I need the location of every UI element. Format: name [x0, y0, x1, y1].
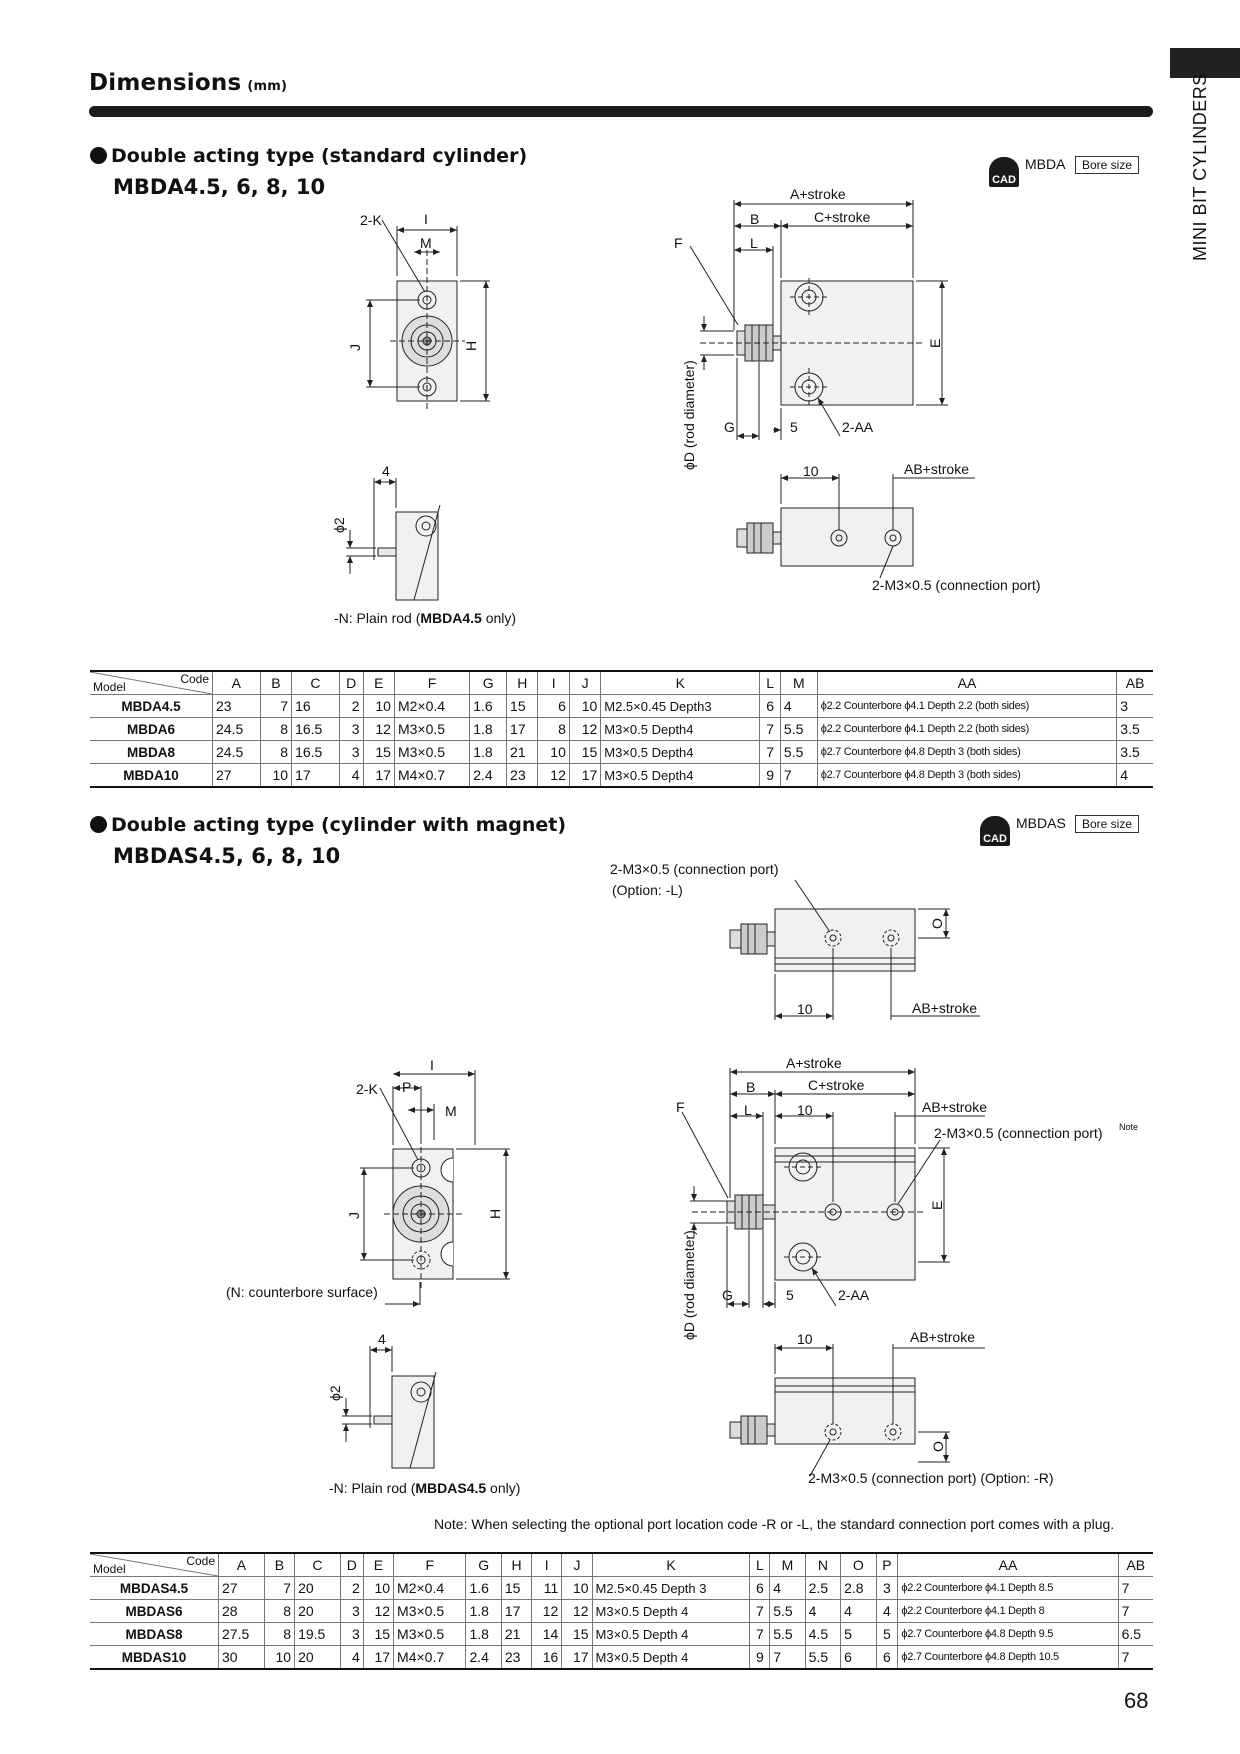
col-g: G — [466, 1553, 501, 1577]
label-2k: 2-K — [356, 1081, 378, 1097]
unit-label: (mm) — [247, 79, 288, 94]
label-5: 5 — [790, 419, 798, 435]
label-o-bottom: O — [930, 1441, 946, 1452]
col-h: H — [507, 671, 538, 695]
col-l: L — [760, 671, 781, 695]
label-phi2: ϕ2 — [327, 1385, 343, 1401]
col-h: H — [501, 1553, 531, 1577]
dimension-table-2 — [90, 1552, 1153, 1670]
plain-rod-note-2: -N: Plain rod (MBDAS4.5 only) — [329, 1480, 521, 1496]
col-m: M — [780, 671, 817, 695]
bore-size-button[interactable]: Bore size — [1075, 156, 1139, 174]
side-tab-label: MINI BIT CYLINDERS — [1190, 73, 1210, 261]
label-o-top: O — [929, 918, 945, 929]
bullet-icon — [90, 816, 107, 833]
label-c-stroke: C+stroke — [814, 209, 871, 225]
label-phi2: ϕ2 — [331, 517, 347, 533]
col-l: L — [750, 1553, 770, 1577]
label-ab-stroke-top: AB+stroke — [912, 1000, 977, 1016]
option-note: Note: When selecting the optional port location code -R or -L, the standard connection port comes with a plug. — [434, 1516, 1115, 1532]
label-ab-stroke-bottom: AB+stroke — [910, 1329, 975, 1345]
col-i: I — [532, 1553, 562, 1577]
col-j: J — [562, 1553, 592, 1577]
label-a-stroke: A+stroke — [790, 186, 846, 202]
table-row: MBDAS4.5 27 7 20 2 10 M2×0.4 1.6 15 11 10 M2.5×0.45 Depth 3 6 4 2.5 2.8 3 ϕ2.2 Counterbore ϕ4.1 Depth 8.5 7 — [90, 1577, 1153, 1600]
table-row: MBDA4.5 23 7 16 2 10 M2×0.4 1.6 15 6 10 M2.5×0.45 Depth3 6 4 ϕ2.2 Counterbore ϕ4.1 Depth 2.2 (both sides) 3 — [90, 695, 1153, 718]
label-m: M — [420, 235, 432, 251]
label-i: I — [430, 1057, 434, 1073]
label-l: L — [750, 235, 758, 251]
label-note-sup: Note — [1119, 1122, 1139, 1132]
col-a: A — [213, 671, 261, 695]
label-port-r: 2-M3×0.5 (connection port) (Option: -R) — [808, 1470, 1054, 1486]
col-c: C — [295, 1553, 341, 1577]
label-port: 2-M3×0.5 (connection port) — [872, 577, 1041, 593]
cad-model-label: MBDA — [1025, 156, 1066, 172]
label-b: B — [746, 1079, 756, 1095]
label-counterbore: (N: counterbore surface) — [226, 1284, 378, 1300]
col-b: B — [260, 671, 291, 695]
col-ab: AB — [1118, 1553, 1153, 1577]
col-e: E — [363, 671, 394, 695]
label-g: G — [722, 1287, 733, 1303]
col-e: E — [363, 1553, 393, 1577]
label-m: M — [445, 1103, 457, 1119]
col-i: I — [538, 671, 569, 695]
label-j: J — [347, 344, 363, 351]
section1-title: Double acting type (standard cylinder) — [90, 145, 527, 167]
col-ab: AB — [1117, 671, 1153, 695]
cad-icon[interactable]: CAD — [980, 816, 1010, 846]
table-corner: Code Model — [90, 1553, 219, 1577]
label-e: E — [929, 1200, 945, 1210]
label-rod: ϕD (rod diameter) — [681, 1230, 697, 1340]
col-f: F — [394, 671, 469, 695]
label-option-l: (Option: -L) — [612, 882, 683, 898]
label-j: J — [346, 1212, 362, 1219]
label-i: I — [424, 211, 428, 227]
label-2k: 2-K — [360, 212, 382, 228]
page-number: 68 — [1124, 1688, 1149, 1713]
col-m: M — [770, 1553, 805, 1577]
dimension-table-1 — [90, 670, 1153, 788]
col-k: K — [601, 671, 760, 695]
table-row: MBDAS8 27.5 8 19.5 3 15 M3×0.5 1.8 21 14 15 M3×0.5 Depth 4 7 5.5 4.5 5 5 ϕ2.7 Counterbore ϕ4.8 Depth 9.5 6.5 — [90, 1623, 1153, 1646]
label-4: 4 — [382, 463, 390, 479]
label-port-l: 2-M3×0.5 (connection port) — [610, 861, 779, 877]
col-d: D — [339, 671, 363, 695]
cad-icon[interactable]: CAD — [989, 157, 1019, 187]
label-port-note: 2-M3×0.5 (connection port) — [934, 1125, 1103, 1141]
label-h: H — [487, 1208, 503, 1219]
label-4: 4 — [378, 1331, 386, 1347]
label-ab-stroke: AB+stroke — [904, 461, 969, 477]
col-b: B — [264, 1553, 294, 1577]
col-c: C — [292, 671, 340, 695]
section1-models: MBDA4.5, 6, 8, 10 — [113, 175, 326, 199]
label-h: H — [463, 340, 479, 351]
label-p: P — [402, 1079, 412, 1095]
cad-model-label: MBDAS — [1016, 815, 1066, 831]
col-o: O — [841, 1553, 876, 1577]
page-title: Dimensions (mm) — [89, 70, 288, 96]
label-f: F — [674, 235, 683, 251]
label-e: E — [927, 338, 943, 348]
label-5: 5 — [786, 1287, 794, 1303]
col-k: K — [592, 1553, 750, 1577]
col-aa: AA — [898, 1553, 1118, 1577]
label-2aa: 2-AA — [842, 419, 874, 435]
table-corner: Code Model — [90, 671, 213, 695]
bore-size-button[interactable]: Bore size — [1075, 815, 1139, 833]
label-10-top: 10 — [797, 1001, 813, 1017]
col-a: A — [219, 1553, 265, 1577]
label-ab-stroke-side: AB+stroke — [922, 1099, 987, 1115]
section2-models: MBDAS4.5, 6, 8, 10 — [113, 844, 341, 868]
label-10: 10 — [803, 463, 819, 479]
label-10-side: 10 — [797, 1102, 813, 1118]
col-d: D — [340, 1553, 363, 1577]
label-rod: ϕD (rod diameter) — [681, 360, 697, 470]
table-row: MBDAS6 28 8 20 3 12 M3×0.5 1.8 17 12 12 M3×0.5 Depth 4 7 5.5 4 4 4 ϕ2.2 Counterbore ϕ4.1 Depth 8 7 — [90, 1600, 1153, 1623]
table-row: MBDA8 24.5 8 16.5 3 15 M3×0.5 1.8 21 10 15 M3×0.5 Depth4 7 5.5 ϕ2.7 Counterbore ϕ4.8 Depth 3 (both sides) 3.5 — [90, 741, 1153, 764]
col-n: N — [805, 1553, 840, 1577]
label-a-stroke: A+stroke — [786, 1055, 842, 1071]
label-10-bottom: 10 — [797, 1331, 813, 1347]
col-j: J — [569, 671, 600, 695]
col-f: F — [394, 1553, 466, 1577]
label-f: F — [676, 1099, 685, 1115]
label-g: G — [724, 419, 735, 435]
col-p: P — [876, 1553, 898, 1577]
section1-drawings — [0, 0, 1240, 640]
label-c-stroke: C+stroke — [808, 1077, 865, 1093]
label-l: L — [744, 1102, 752, 1118]
label-b: B — [750, 211, 760, 227]
section2-title: Double acting type (cylinder with magnet) — [90, 814, 566, 836]
plain-rod-note-1: -N: Plain rod (MBDA4.5 only) — [334, 610, 517, 626]
table-row: MBDAS10 30 10 20 4 17 M4×0.7 2.4 23 16 17 M3×0.5 Depth 4 9 7 5.5 6 6 ϕ2.7 Counterbore ϕ4.8 Depth 10.5 7 — [90, 1646, 1153, 1670]
col-g: G — [470, 671, 507, 695]
section2-drawings — [0, 840, 1240, 1500]
table-row: MBDA10 27 10 17 4 17 M4×0.7 2.4 23 12 17 M3×0.5 Depth4 9 7 ϕ2.7 Counterbore ϕ4.8 Depth 3 (both sides) 4 — [90, 764, 1153, 788]
label-2aa: 2-AA — [838, 1287, 870, 1303]
col-aa: AA — [817, 671, 1117, 695]
table-row: MBDA6 24.5 8 16.5 3 12 M3×0.5 1.8 17 8 12 M3×0.5 Depth4 7 5.5 ϕ2.2 Counterbore ϕ4.1 Depth 2.2 (both sides) 3.5 — [90, 718, 1153, 741]
